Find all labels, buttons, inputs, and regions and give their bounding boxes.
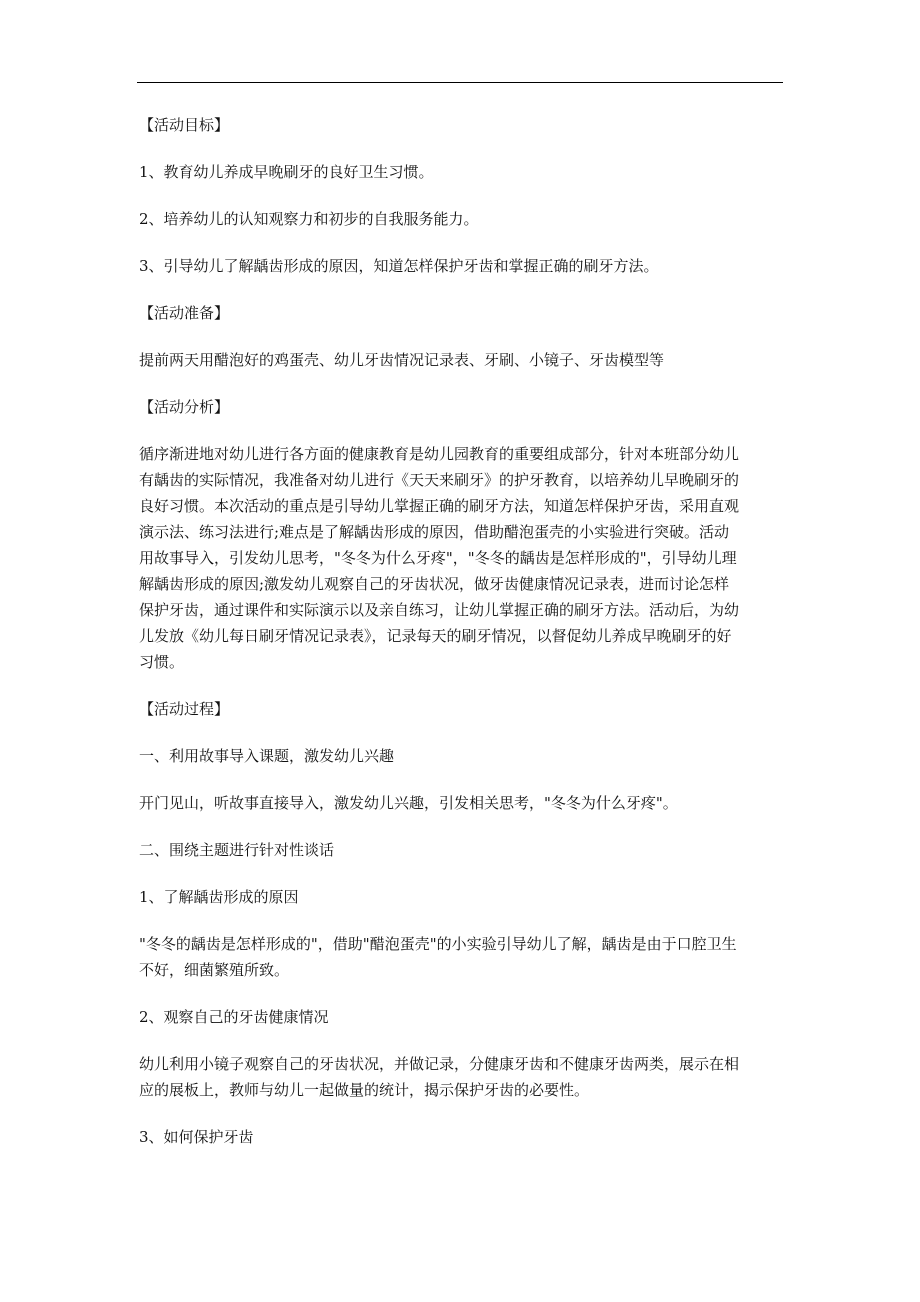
- document-body: [139, 112, 785, 1171]
- goal-item-3: 3、引导幼儿了解龋齿形成的原因，知道怎样保护牙齿和掌握正确的刷牙方法。: [139, 257, 659, 275]
- process-step-1-title: 一、利用故事导入课题，激发幼儿兴趣: [139, 747, 395, 765]
- analysis-line: 演示法、练习法进行;难点是了解龋齿形成的原因，借助醋泡蛋壳的小实验进行突破。活动: [139, 523, 730, 541]
- substep-1-title: 1、了解龋齿形成的原因: [139, 888, 299, 906]
- header-rule: [137, 82, 783, 83]
- analysis-line: 保护牙齿，通过课件和实际演示以及亲自练习，让幼儿掌握正确的刷牙方法。活动后，为幼: [139, 601, 740, 619]
- analysis-line: 循序渐进地对幼儿进行各方面的健康教育是幼儿园教育的重要组成部分，针对本班部分幼儿: [139, 445, 740, 463]
- substep-3-title: 3、如何保护牙齿: [139, 1128, 254, 1146]
- goal-item-1: 1、教育幼儿养成早晚刷牙的良好卫生习惯。: [139, 163, 434, 181]
- substep-1-line: "冬冬的龋齿是怎样形成的"，借助"醋泡蛋壳"的小实验引导幼儿了解，龋齿是由于口腔卫生: [139, 935, 737, 953]
- substep-2-line: 应的展板上，教师与幼儿一起做量的统计，揭示保护牙齿的必要性。: [139, 1081, 590, 1099]
- substep-2-line: 幼儿利用小镜子观察自己的牙齿状况，并做记录，分健康牙齿和不健康牙齿两类，展示在相: [139, 1055, 740, 1073]
- process-step-1-text: 开门见山，听故事直接导入，激发幼儿兴趣，引发相关思考，"冬冬为什么牙疼"。: [139, 794, 678, 812]
- analysis-paragraph: [139, 441, 785, 675]
- analysis-line: 用故事导入，引发幼儿思考，"冬冬为什么牙疼"，"冬冬的龋齿是怎样形成的"，引导幼儿理: [139, 549, 737, 567]
- analysis-line: 解龋齿形成的原因;激发幼儿观察自己的牙齿状况，做牙齿健康情况记录表，进而讨论怎样: [139, 575, 730, 593]
- substep-1-line: 不好，细菌繁殖所致。: [139, 961, 290, 979]
- section-heading-analysis: 【活动分析】: [139, 398, 230, 416]
- substep-2-paragraph: [139, 1051, 785, 1103]
- section-heading-process: 【活动过程】: [139, 700, 230, 718]
- preparation-text: 提前两天用醋泡好的鸡蛋壳、幼儿牙齿情况记录表、牙刷、小镜子、牙齿模型等: [139, 351, 665, 369]
- analysis-line: 习惯。: [139, 653, 185, 671]
- analysis-line: 良好习惯。本次活动的重点是引导幼儿掌握正确的刷牙方法，知道怎样保护牙齿，采用直观: [139, 497, 740, 515]
- analysis-line: 儿发放《幼儿每日刷牙情况记录表》，记录每天的刷牙情况，以督促幼儿养成早晚刷牙的好: [139, 627, 732, 645]
- analysis-line: 有龋齿的实际情况，我准备对幼儿进行《天天来刷牙》的护牙教育，以培养幼儿早晚刷牙的: [139, 471, 740, 489]
- substep-1-paragraph: [139, 931, 785, 983]
- section-heading-goals: 【活动目标】: [139, 116, 230, 134]
- section-heading-preparation: 【活动准备】: [139, 304, 230, 322]
- goal-item-2: 2、培养幼儿的认知观察力和初步的自我服务能力。: [139, 210, 479, 228]
- substep-2-title: 2、观察自己的牙齿健康情况: [139, 1008, 329, 1026]
- process-step-2-title: 二、围绕主题进行针对性谈话: [139, 841, 335, 859]
